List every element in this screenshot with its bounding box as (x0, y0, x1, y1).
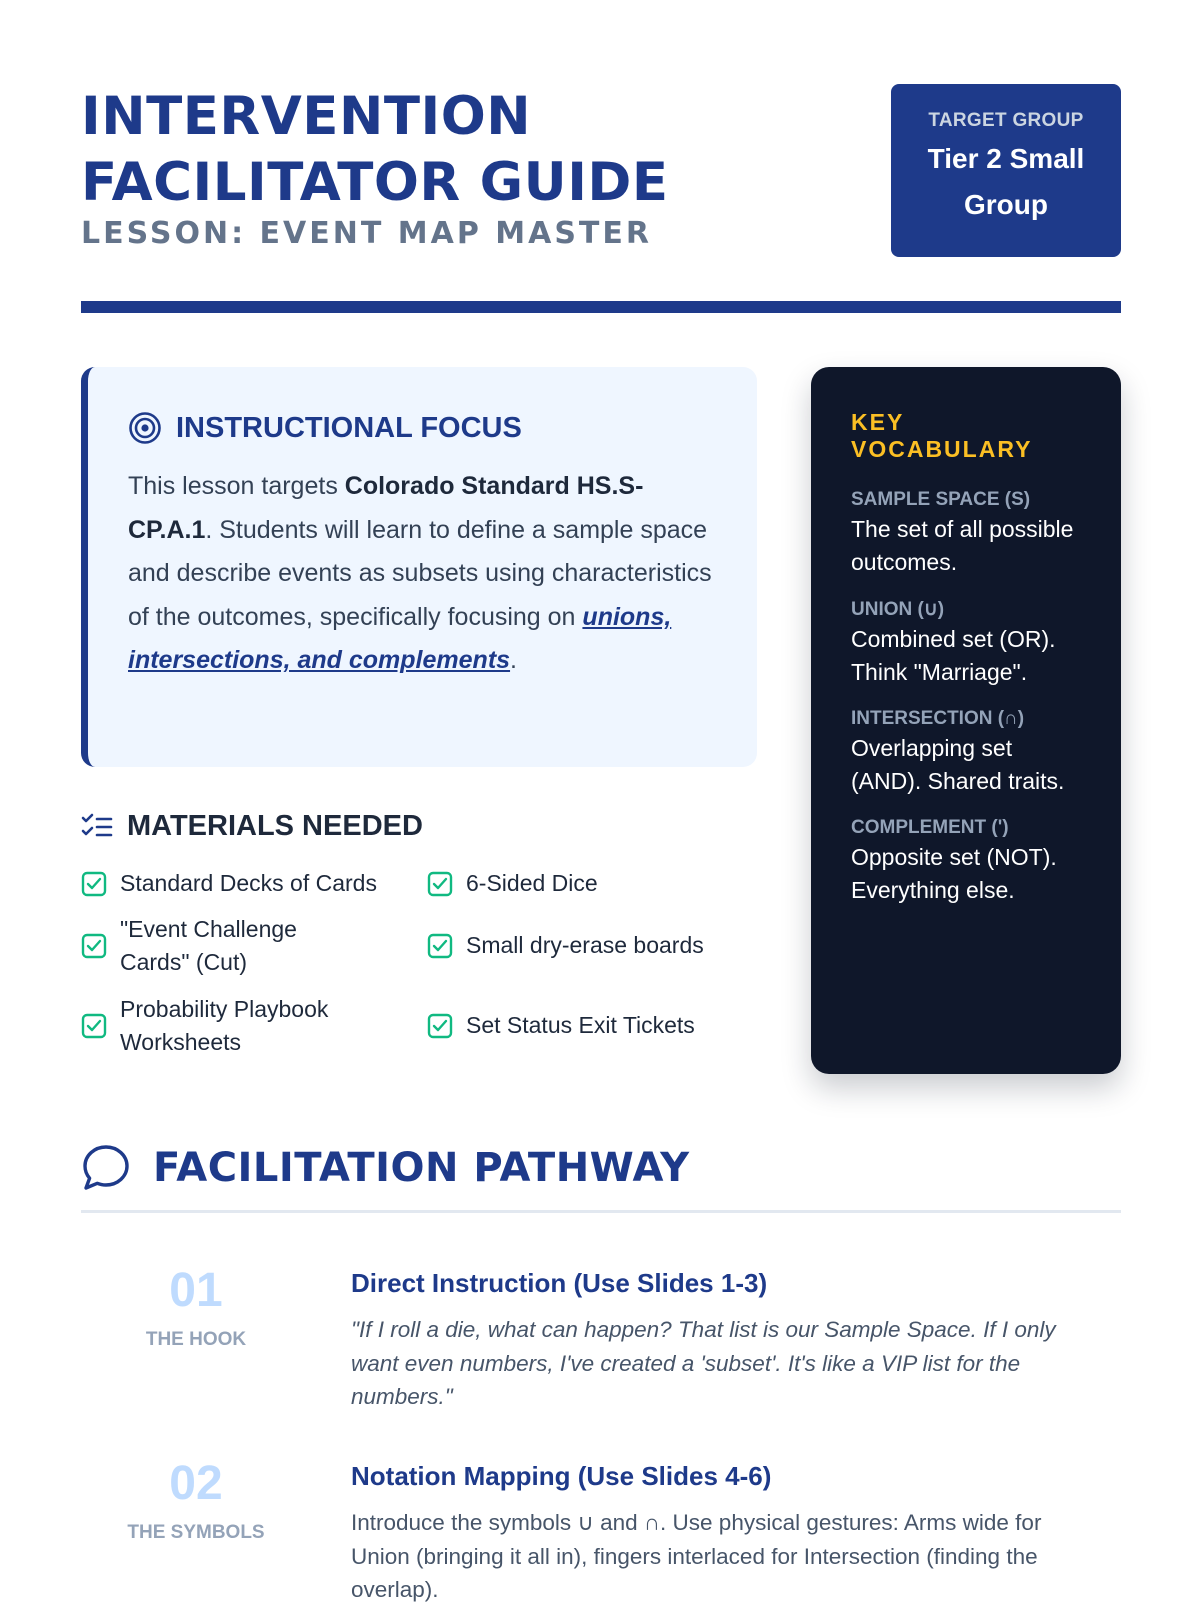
term-definition: The set of all possible outcomes. (851, 516, 1074, 575)
facilitation-pathway-section (81, 1138, 1121, 1602)
header (81, 84, 1121, 264)
step-label: THE HOOK (145, 1329, 247, 1350)
checklist-icon (81, 811, 113, 843)
term-name: UNION (∪) (851, 599, 945, 620)
step-number: 02 (169, 1457, 223, 1510)
header-divider (81, 301, 1121, 313)
material-item (81, 993, 381, 1059)
checkbox-check-icon (81, 933, 107, 959)
step-label: THE SYMBOLS (127, 1522, 265, 1543)
term-definition: Combined set (OR). Think "Marriage". (851, 626, 1056, 685)
pathway-step (81, 1456, 1121, 1606)
materials-heading (81, 810, 757, 843)
target-icon (128, 411, 162, 445)
materials-list (81, 867, 757, 1087)
material-label: Small dry-erase boards (466, 932, 704, 958)
target-group-badge (891, 84, 1121, 257)
material-label: Standard Decks of Cards (120, 870, 377, 896)
material-label: Set Status Exit Tickets (466, 1012, 695, 1038)
term-definition: Opposite set (NOT). Everything else. (851, 844, 1057, 903)
material-item (81, 867, 381, 900)
lesson-subtitle: LESSON: EVENT MAP MASTER (81, 216, 652, 251)
focus-emphasis-link[interactable]: unions, intersections, and complements (128, 602, 672, 674)
focus-text-before: This lesson targets (128, 472, 345, 500)
vocab-term (851, 708, 1081, 798)
title-line-2: FACILITATOR GUIDE (81, 152, 669, 213)
chat-bubble-icon (81, 1143, 131, 1193)
target-group-value: Tier 2 Small Group (927, 143, 1085, 220)
instructional-focus-card (81, 367, 757, 767)
step-description: "If I roll a die, what can happen? That list is our Sample Space. If I only want even numbers, I've created a 'subset'. It's like a VIP list for the numbers." (351, 1317, 1056, 1409)
material-item (81, 913, 381, 979)
focus-title: INSTRUCTIONAL FOCUS (176, 411, 522, 444)
material-label: Probability Playbook Worksheets (120, 996, 329, 1055)
checkbox-check-icon (81, 871, 107, 897)
checkbox-check-icon (427, 933, 453, 959)
step-title: Notation Mapping (Use Slides 4-6) (351, 1461, 772, 1491)
step-title: Direct Instruction (Use Slides 1-3) (351, 1268, 768, 1298)
checkbox-check-icon (427, 1013, 453, 1039)
vocabulary-title: KEY VOCABULARY (851, 409, 1033, 462)
focus-text-after: . (510, 646, 517, 674)
checkbox-check-icon (81, 1013, 107, 1039)
material-item (427, 1009, 747, 1042)
key-vocabulary-panel (811, 367, 1121, 1074)
focus-standard: Colorado Standard HS.S-CP.A.1 (128, 472, 644, 544)
material-item (427, 867, 727, 900)
pathway-heading (81, 1138, 1121, 1198)
pathway-divider (81, 1210, 1121, 1213)
step-description: Introduce the symbols ∪ and ∩. Use physical gestures: Arms wide for Union (bringing it all in), fingers interlaced for Intersection (finding the overlap). (351, 1510, 1042, 1602)
material-item (427, 929, 747, 962)
vocab-term (851, 598, 1081, 689)
title-line-1: INTERVENTION (81, 86, 532, 147)
vocab-term (851, 817, 1081, 907)
term-name: COMPLEMENT (') (851, 817, 1009, 838)
step-number: 01 (169, 1264, 223, 1317)
focus-text-middle: . Students will learn to define a sample space and describe events as subsets using characteristics of the outcomes, specifically focusing on (128, 515, 712, 631)
material-label: 6-Sided Dice (466, 870, 598, 896)
materials-title: MATERIALS NEEDED (127, 810, 423, 842)
term-name: SAMPLE SPACE (S) (851, 489, 1031, 510)
pathway-step (81, 1263, 1121, 1453)
material-label: "Event Challenge Cards" (Cut) (120, 916, 297, 975)
checkbox-check-icon (427, 871, 453, 897)
term-definition: Overlapping set (AND). Shared traits. (851, 735, 1065, 794)
materials-section (81, 810, 757, 1087)
vocab-term (851, 489, 1081, 579)
focus-heading (128, 411, 717, 445)
pathway-title: FACILITATION PATHWAY (153, 1145, 690, 1191)
term-name: INTERSECTION (∩) (851, 708, 1025, 729)
focus-description (128, 465, 717, 683)
target-group-label: TARGET GROUP (928, 110, 1084, 131)
